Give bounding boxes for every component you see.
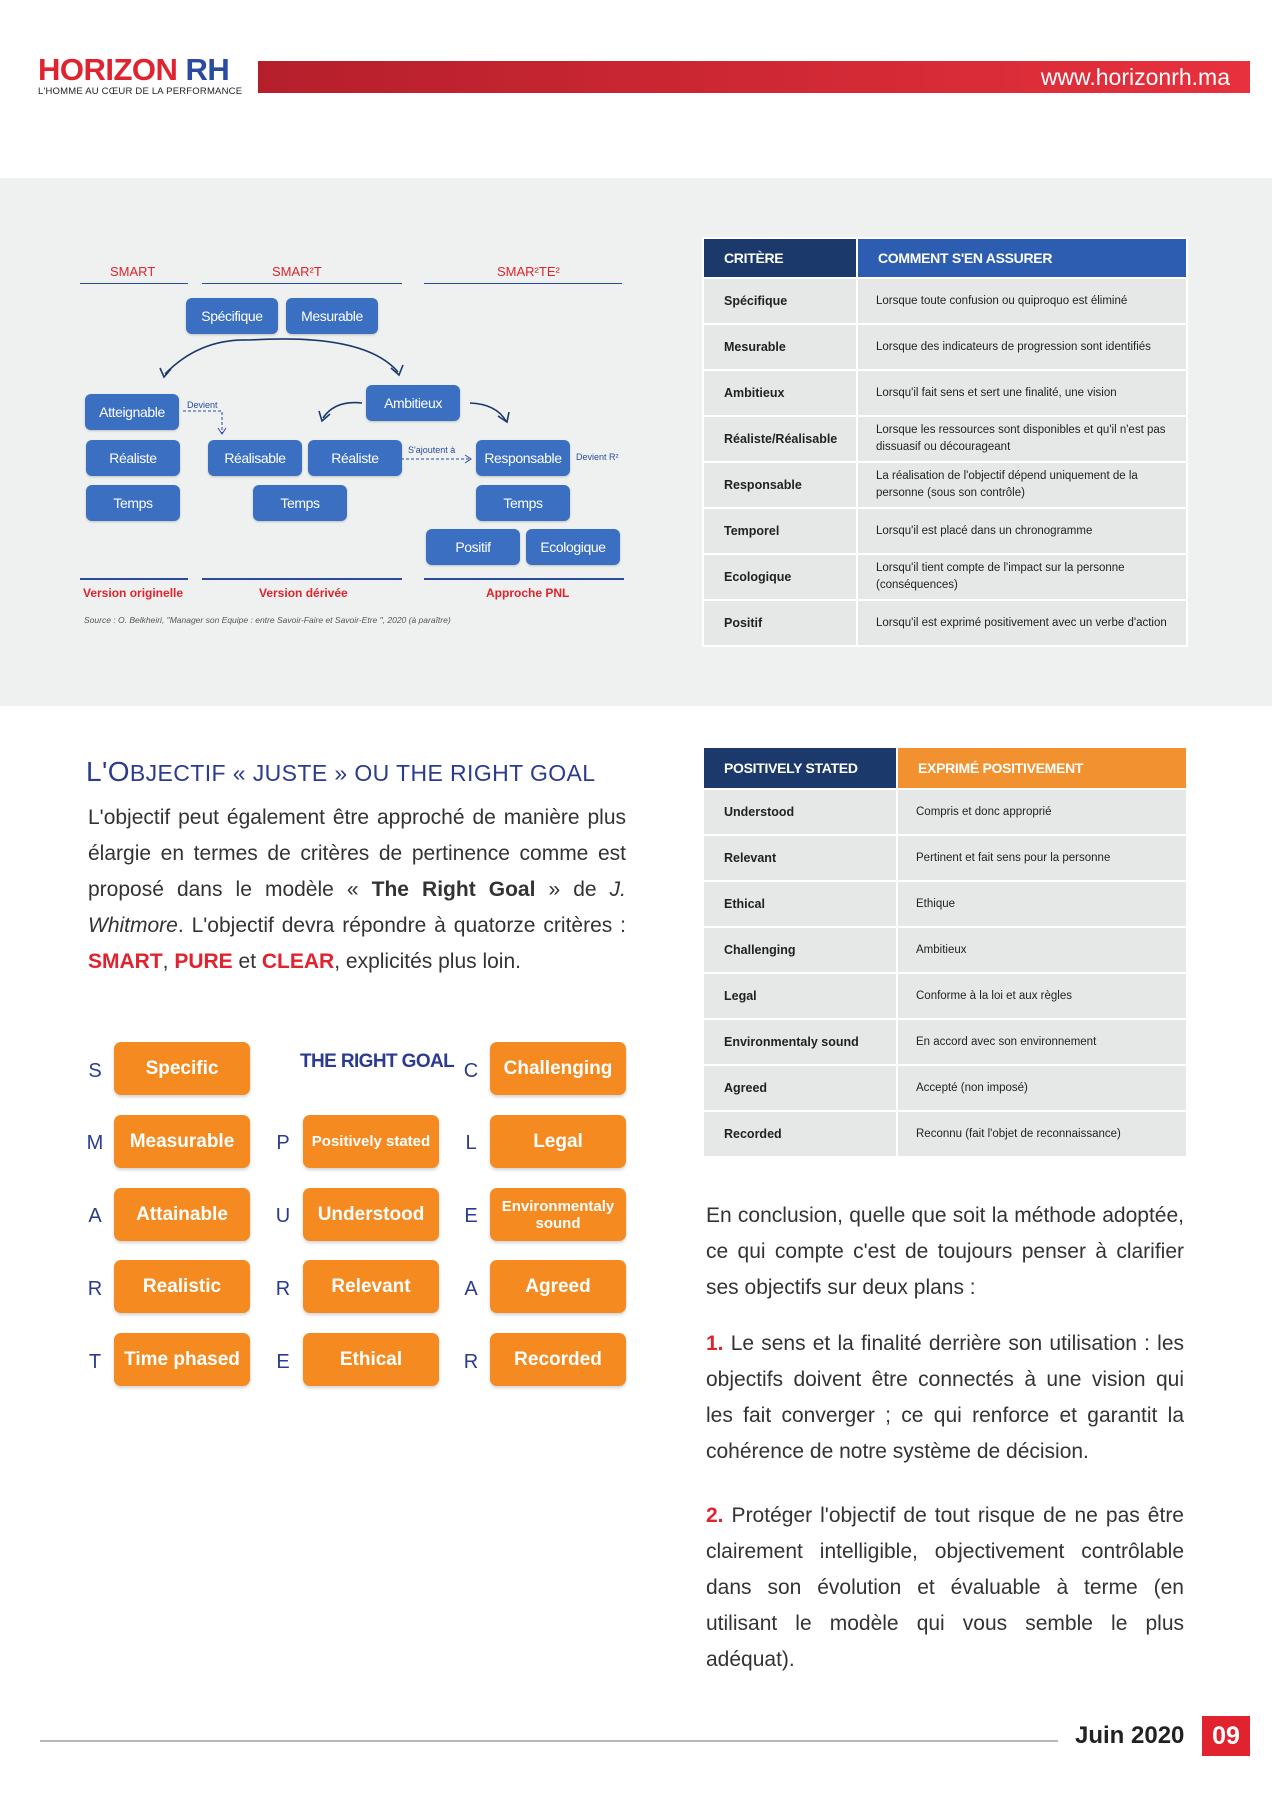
website-link[interactable]: www.horizonrh.ma <box>1040 64 1230 90</box>
table-cell: Understood <box>703 789 897 835</box>
label-devient-r2: Devient R² <box>576 452 619 462</box>
text-run-italic: J. Whitmore <box>88 878 627 937</box>
table-cell: Lorsqu'il fait sens et sert une finalité, une vision <box>857 370 1187 416</box>
label-version-derivee: Version dérivée <box>259 586 348 600</box>
table-cell: Lorsqu'il est placé dans un chronogramme <box>857 508 1187 554</box>
conclusion-point-2 <box>706 1498 1184 1678</box>
logo-tagline: L'HOMME AU CŒUR DE LA PERFORMANCE <box>38 86 243 97</box>
rg-letter: R <box>463 1351 479 1373</box>
footer-divider <box>40 1740 1058 1742</box>
table-cell: Ambitieux <box>897 927 1187 973</box>
rg-box-realistic: Realistic <box>114 1260 250 1313</box>
table-cell: Conforme à la loi et aux règles <box>897 973 1187 1019</box>
table-cell: Réaliste/Réalisable <box>703 416 857 462</box>
text-run: et <box>232 950 262 973</box>
rg-letter: R <box>275 1278 291 1300</box>
section-title-part: BJECTIF « JUSTE » OU THE RIGHT GOAL <box>129 760 596 786</box>
rg-letter: A <box>88 1205 102 1227</box>
box-realiste-2: Réaliste <box>308 440 402 476</box>
box-ecologique: Ecologique <box>526 529 620 565</box>
box-mesurable: Mesurable <box>286 298 378 334</box>
table-cell: Accepté (non imposé) <box>897 1065 1187 1111</box>
logo-text: HORIZON <box>38 52 178 87</box>
table-cell: Recorded <box>703 1111 897 1157</box>
label-sajoutent: S'ajoutent à <box>408 445 456 455</box>
table-cell: Lorsque les ressources sont disponibles et qu'il n'est pas dissuasif ou décourageant <box>857 416 1187 462</box>
rg-box-positively-stated: Positively stated <box>303 1115 439 1168</box>
table-cell: Responsable <box>703 462 857 508</box>
logo <box>38 52 229 88</box>
box-positif: Positif <box>426 529 520 565</box>
text-pure: PURE <box>174 950 233 973</box>
point-number: 2. <box>706 1504 724 1527</box>
text-smart: SMART <box>88 950 163 973</box>
text-clear: CLEAR <box>261 950 335 973</box>
section-title-part: L' <box>86 756 108 787</box>
label-devient: Devient <box>187 400 218 410</box>
criteria-table <box>702 237 1188 647</box>
page-number: 09 <box>1202 1716 1250 1756</box>
text-run: L'objectif peut également être approché de manière plus élargie en termes de critères de pertinence comme est proposé dans le modèle « <box>88 806 626 901</box>
table-cell: Lorsqu'il tient compte de l'impact sur la personne (conséquences) <box>857 554 1187 600</box>
table-cell: Environmentaly sound <box>703 1019 897 1065</box>
label-approche-pnl: Approche PNL <box>486 586 570 600</box>
text-run: » de <box>535 878 610 901</box>
diagram-head-smart: SMART <box>110 264 156 279</box>
rg-box-environmentaly-sound: Environmentaly sound <box>490 1188 626 1241</box>
diagram-source: Source : O. Belkheiri, "Manager son Equipe : entre Savoir-Faire et Savoir-Etre ", 2020 (à paraître) <box>84 615 451 625</box>
text-run: Protéger l'objectif de tout risque de ne pas être clairement intelligible, objectivement contrôlable dans son évolution et évaluable à terme (en utilisant le modèle qui vous semble le plus adéquat). <box>706 1504 1184 1671</box>
table-cell: Ecologique <box>703 554 857 600</box>
table-cell: Compris et donc approprié <box>897 789 1187 835</box>
rg-letter: P <box>276 1132 290 1154</box>
table-cell: Ethical <box>703 881 897 927</box>
rg-box-recorded: Recorded <box>490 1333 626 1386</box>
rg-letter: L <box>465 1132 477 1154</box>
criteria-col-header: COMMENT S'EN ASSURER <box>857 238 1187 278</box>
right-goal-title: THE RIGHT GOAL <box>300 1051 455 1072</box>
text-run: , explicités plus loin. <box>334 950 521 973</box>
table-cell: Ambitieux <box>703 370 857 416</box>
positive-col-header: EXPRIMÉ POSITIVEMENT <box>897 747 1187 789</box>
text-run: . L'objectif devra répondre à quatorze critères : <box>177 914 626 937</box>
rg-box-attainable: Attainable <box>114 1188 250 1241</box>
table-cell: Legal <box>703 973 897 1019</box>
table-cell: Pertinent et fait sens pour la personne <box>897 835 1187 881</box>
box-specifique: Spécifique <box>186 298 278 334</box>
rg-letter: A <box>464 1278 478 1300</box>
rg-box-challenging: Challenging <box>490 1042 626 1095</box>
rg-letter: R <box>87 1278 103 1300</box>
table-cell: Positif <box>703 600 857 646</box>
table-cell: Lorsque des indicateurs de progression sont identifiés <box>857 324 1187 370</box>
divider <box>424 578 624 580</box>
table-cell: Lorsqu'il est exprimé positivement avec un verbe d'action <box>857 600 1187 646</box>
table-cell: Challenging <box>703 927 897 973</box>
rg-box-measurable: Measurable <box>114 1115 250 1168</box>
rg-box-understood: Understood <box>303 1188 439 1241</box>
rg-letter: E <box>276 1351 290 1373</box>
rg-letter: M <box>86 1132 104 1154</box>
diagram-head-smar2t: SMAR²T <box>272 264 322 279</box>
table-cell: En accord avec son environnement <box>897 1019 1187 1065</box>
rg-box-legal: Legal <box>490 1115 626 1168</box>
rg-box-time-phased: Time phased <box>114 1333 250 1386</box>
conclusion-point-1 <box>706 1326 1184 1470</box>
rg-box-agreed: Agreed <box>490 1260 626 1313</box>
rg-letter: C <box>463 1060 479 1082</box>
text-run-bold: The Right Goal <box>371 878 536 901</box>
divider <box>80 578 188 580</box>
diagram-head-smar2te: SMAR²TE² <box>497 264 560 279</box>
table-cell: Lorsque toute confusion ou quiproquo est éliminé <box>857 278 1187 324</box>
header-bar <box>258 61 1250 93</box>
label-version-originelle: Version originelle <box>83 586 184 600</box>
table-cell: Agreed <box>703 1065 897 1111</box>
point-number: 1. <box>706 1332 724 1355</box>
text-run: , <box>162 950 175 973</box>
conclusion-paragraph: En conclusion, quelle que soit la méthode adoptée, ce qui compte c'est de toujours penser à clarifier ses objectifs sur deux plans : <box>706 1204 1184 1299</box>
table-cell: Spécifique <box>703 278 857 324</box>
rg-letter: U <box>275 1205 291 1227</box>
table-cell: Relevant <box>703 835 897 881</box>
table-cell: Ethique <box>897 881 1187 927</box>
section-title <box>86 756 595 788</box>
table-cell: La réalisation de l'objectif dépend uniquement de la personne (sous son contrôle) <box>857 462 1187 508</box>
table-cell: Temporel <box>703 508 857 554</box>
logo-rh: RH <box>185 52 230 87</box>
box-ambitieux: Ambitieux <box>366 385 460 421</box>
box-realisable: Réalisable <box>208 440 302 476</box>
positive-col-header: POSITIVELY STATED <box>703 747 897 789</box>
rg-letter: S <box>88 1060 102 1082</box>
rg-letter: E <box>464 1205 478 1227</box>
box-temps-2: Temps <box>253 485 347 521</box>
box-responsable: Responsable <box>476 440 570 476</box>
intro-paragraph <box>88 800 626 980</box>
box-temps-3: Temps <box>476 485 570 521</box>
rg-box-relevant: Relevant <box>303 1260 439 1313</box>
footer-date: Juin 2020 <box>1075 1722 1185 1749</box>
box-realiste: Réaliste <box>86 440 180 476</box>
text-run: Le sens et la finalité derrière son utilisation : les objectifs doivent être connectés à une vision qui les fait converger ; ce qui renforce et garantit la cohérence de notre système de décision. <box>706 1332 1184 1463</box>
rg-box-specific: Specific <box>114 1042 250 1095</box>
positive-table <box>702 746 1188 1158</box>
criteria-col-header: CRITÈRE <box>703 238 857 278</box>
table-cell: Reconnu (fait l'objet de reconnaissance) <box>897 1111 1187 1157</box>
box-atteignable: Atteignable <box>85 394 179 430</box>
rg-box-ethical: Ethical <box>303 1333 439 1386</box>
box-temps: Temps <box>86 485 180 521</box>
section-title-part: O <box>107 756 130 787</box>
table-cell: Mesurable <box>703 324 857 370</box>
rg-letter: T <box>88 1351 102 1373</box>
divider <box>202 578 402 580</box>
